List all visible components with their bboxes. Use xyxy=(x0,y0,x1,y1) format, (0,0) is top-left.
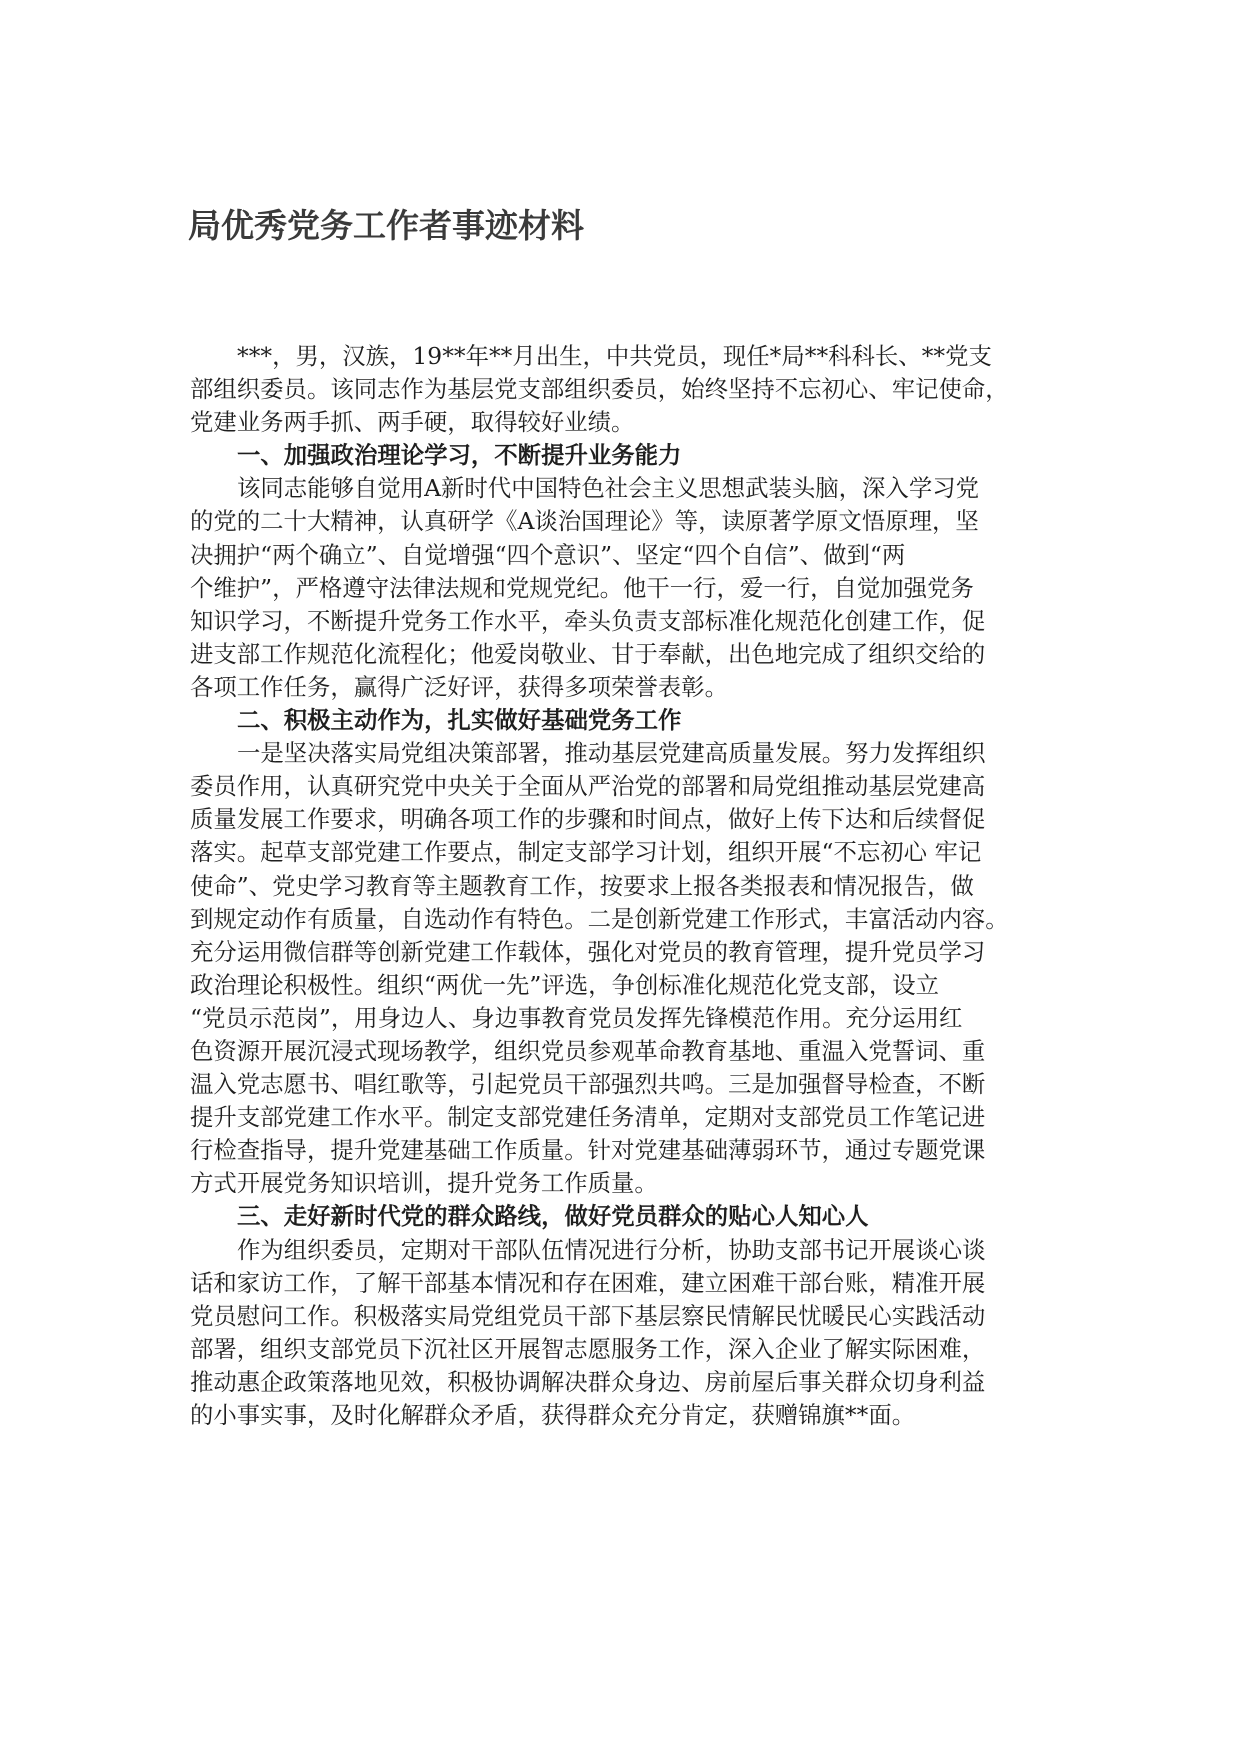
page-title: 局优秀党务工作者事迹材料 xyxy=(188,206,584,245)
section-heading: 三、走好新时代党的群众路线，做好党员群众的贴心人知心人 xyxy=(237,1202,869,1231)
paragraph-line: “党员示范岗”，用身边人、身边事教育党员发挥先锋模范作用。充分运用红 xyxy=(190,1003,963,1032)
paragraph-line: 色资源开展沉浸式现场教学，组织党员参观革命教育基地、重温入党誓词、重 xyxy=(190,1036,986,1065)
paragraph-line: 各项工作任务，赢得广泛好评，获得多项荣誉表彰。 xyxy=(190,672,728,701)
paragraph-line: 温入党志愿书、唱红歌等，引起党员干部强烈共鸣。三是加强督导检查，不断 xyxy=(190,1070,986,1099)
paragraph-line: 进支部工作规范化流程化；他爱岗敬业、甘于奉献，出色地完成了组织交给的 xyxy=(190,639,986,668)
paragraph-line: 的党的二十大精神，认真研学《A谈治国理论》等，读原著学原文悟原理，坚 xyxy=(190,507,979,536)
paragraph-line: 话和家访工作，了解干部基本情况和存在困难，建立困难干部台账，精准开展 xyxy=(190,1268,986,1297)
paragraph-line: 提升支部党建工作水平。制定支部党建任务清单，定期对支部党员工作笔记进 xyxy=(190,1103,986,1132)
section-heading: 二、积极主动作为，扎实做好基础党务工作 xyxy=(237,706,682,735)
paragraph-line: 的小事实事，及时化解群众矛盾，获得群众充分肯定，获赠锦旗**面。 xyxy=(190,1401,916,1429)
paragraph-line: 政治理论积极性。组织“两优一先”评选，争创标准化规范化党支部，设立 xyxy=(190,970,940,999)
paragraph-line: 党员慰问工作。积极落实局党组党员干部下基层察民情解民忧暖民心实践活动 xyxy=(190,1301,986,1330)
paragraph-line: 决拥护“两个确立”、自觉增强“四个意识”、坚定“四个自信”、做到“两 xyxy=(190,540,906,569)
paragraph-line: 部组织委员。该同志作为基层党支部组织委员，始终坚持不忘初心、牢记使命， xyxy=(190,375,1009,404)
paragraph-line: 方式开展党务知识培训，提升党务工作质量。 xyxy=(190,1169,658,1198)
paragraph-line: 推动惠企政策落地见效，积极协调解决群众身边、房前屋后事关群众切身利益 xyxy=(190,1367,986,1396)
document-body xyxy=(190,340,1070,1432)
paragraph-line: 知识学习，不断提升党务工作水平，牵头负责支部标准化规范化创建工作，促 xyxy=(190,606,986,635)
paragraph-line: 个维护”，严格遵守法律法规和党规党纪。他干一行，爱一行，自觉加强党务 xyxy=(190,573,974,602)
paragraph-line: 部署，组织支部党员下沉社区开展智志愿服务工作，深入企业了解实际困难， xyxy=(190,1334,986,1363)
paragraph-line: 使命”、党史学习教育等主题教育工作，按要求上报各类报表和情况报告，做 xyxy=(190,871,974,900)
paragraph-line: 该同志能够自觉用A新时代中国特色社会主义思想武装头脑，深入学习党 xyxy=(237,474,979,503)
paragraph-line: 落实。起草支部党建工作要点，制定支部学习计划，组织开展“不忘初心 牢记 xyxy=(190,838,982,867)
paragraph-line: 行检查指导，提升党建基础工作质量。针对党建基础薄弱环节，通过专题党课 xyxy=(190,1136,986,1165)
paragraph-line: 党建业务两手抓、两手硬，取得较好业绩。 xyxy=(190,408,635,437)
paragraph-line: ***，男，汉族，19**年**月出生，中共党员，现任*局**科科长、**党支 xyxy=(237,342,992,370)
paragraph-line: 一是坚决落实局党组决策部署，推动基层党建高质量发展。努力发挥组织 xyxy=(237,739,986,768)
paragraph-line: 充分运用微信群等创新党建工作载体，强化对党员的教育管理，提升党员学习 xyxy=(190,937,986,966)
section-heading: 一、加强政治理论学习，不断提升业务能力 xyxy=(237,441,682,470)
paragraph-line: 到规定动作有质量，自选动作有特色。二是创新党建工作形式，丰富活动内容。 xyxy=(190,904,1009,933)
paragraph-line: 作为组织委员，定期对干部队伍情况进行分析，协助支部书记开展谈心谈 xyxy=(237,1235,986,1264)
paragraph-line: 质量发展工作要求，明确各项工作的步骤和时间点，做好上传下达和后续督促 xyxy=(190,805,986,834)
paragraph-line: 委员作用，认真研究党中央关于全面从严治党的部署和局党组推动基层党建高 xyxy=(190,772,986,801)
